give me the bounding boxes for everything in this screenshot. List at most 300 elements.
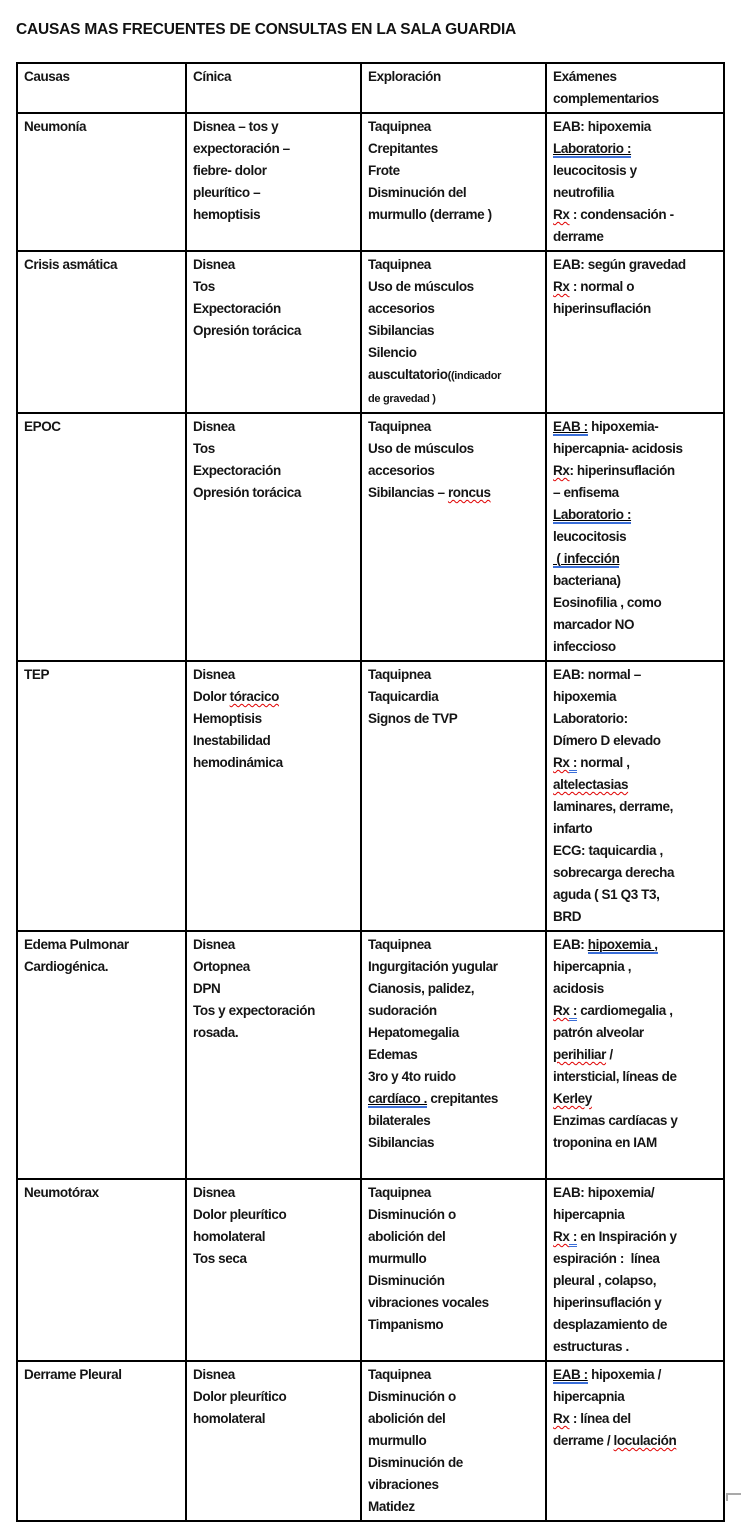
cell-exploracion — [361, 1361, 546, 1521]
text-line — [193, 708, 354, 730]
text-segment-sq-red: Rx — [553, 755, 570, 770]
cell-clinica — [186, 1361, 361, 1521]
text-line — [368, 708, 539, 730]
text-line — [24, 66, 179, 88]
text-segment: leucocitosis y — [553, 163, 637, 178]
text-segment: aguda ( S1 Q3 T3, — [553, 887, 660, 902]
text-line — [553, 818, 717, 840]
text-line — [193, 416, 354, 438]
cell-clinica — [186, 251, 361, 413]
text-line — [193, 320, 354, 342]
text-segment: vibraciones vocales — [368, 1295, 489, 1310]
text-segment: Disminución — [368, 1273, 445, 1288]
text-line — [368, 342, 539, 364]
text-segment: Disminución o — [368, 1207, 456, 1222]
text-segment: normal , — [576, 755, 630, 770]
header-row — [17, 63, 724, 113]
text-segment: / — [606, 1047, 613, 1062]
text-segment-sq-red: Kerley — [553, 1091, 592, 1106]
text-segment: accesorios — [368, 301, 435, 316]
text-segment: rosada. — [193, 1025, 239, 1040]
text-line — [368, 1314, 539, 1336]
text-line — [553, 1408, 717, 1430]
text-segment: vibraciones — [368, 1477, 439, 1492]
text-line — [553, 664, 717, 686]
text-line — [368, 1110, 539, 1132]
text-line — [193, 460, 354, 482]
text-segment: EAB: según gravedad — [553, 257, 686, 272]
text-segment: Taquipnea — [368, 1185, 431, 1200]
text-segment-blue2: : — [569, 1229, 576, 1247]
text-line — [553, 1336, 717, 1358]
text-segment: derrame — [553, 229, 604, 244]
text-segment: sobrecarga derecha — [553, 865, 675, 880]
text-line — [553, 1314, 717, 1336]
text-segment-sq-red: perihiliar — [553, 1047, 607, 1062]
text-segment: Disnea — [193, 937, 235, 952]
text-line — [193, 934, 354, 956]
text-line — [368, 1270, 539, 1292]
text-line — [368, 1022, 539, 1044]
text-line — [553, 66, 717, 88]
text-segment: derrame / — [553, 1433, 614, 1448]
header-cell-1 — [186, 63, 361, 113]
table-row — [17, 113, 724, 251]
text-segment: Dolor pleurítico — [193, 1207, 287, 1222]
text-line — [193, 1408, 354, 1430]
text-segment: murmullo (derrame ) — [368, 207, 492, 222]
text-line — [193, 1204, 354, 1226]
text-segment: EAB: hipoxemia — [553, 119, 651, 134]
table-row — [17, 1361, 724, 1521]
text-segment: 3ro y 4to ruido — [368, 1069, 456, 1084]
text-segment: BRD — [553, 909, 582, 924]
text-segment: pleural , colapso, — [553, 1273, 657, 1288]
text-segment: Taquipnea — [368, 257, 431, 272]
text-line — [553, 1204, 717, 1226]
text-line — [193, 438, 354, 460]
text-segment: Disnea — [193, 419, 235, 434]
cell-examenes — [546, 931, 724, 1179]
text-segment: infeccioso — [553, 639, 616, 654]
text-line — [193, 1000, 354, 1022]
text-line — [553, 708, 717, 730]
text-segment-sq-red: Rx — [553, 1411, 570, 1426]
cell-examenes — [546, 113, 724, 251]
text-segment-small: de gravedad ) — [368, 393, 436, 405]
text-line — [193, 1386, 354, 1408]
text-line — [553, 276, 717, 298]
text-line — [193, 204, 354, 226]
text-segment: Derrame Pleural — [24, 1367, 122, 1382]
text-line — [553, 570, 717, 592]
text-segment: Crepitantes — [368, 141, 438, 156]
text-line — [368, 1452, 539, 1474]
text-segment-small: ((indicador — [447, 370, 502, 382]
text-line — [368, 1292, 539, 1314]
text-segment: Tos seca — [193, 1251, 247, 1266]
text-line — [553, 138, 717, 160]
text-line — [553, 298, 717, 320]
text-line — [553, 226, 717, 248]
text-line — [368, 1066, 539, 1088]
text-segment: estructuras . — [553, 1339, 629, 1354]
text-line — [368, 1430, 539, 1452]
text-line — [553, 840, 717, 862]
text-segment: expectoración – — [193, 141, 290, 156]
text-line — [368, 1044, 539, 1066]
text-line — [193, 276, 354, 298]
text-line — [553, 1088, 717, 1110]
text-segment: Dímero D elevado — [553, 733, 661, 748]
text-line — [193, 664, 354, 686]
text-line — [193, 1364, 354, 1386]
text-segment: hiperinsuflación y — [553, 1295, 662, 1310]
text-segment: murmullo — [368, 1433, 427, 1448]
text-segment: Taquicardia — [368, 689, 439, 704]
text-segment: Tos y expectoración — [193, 1003, 315, 1018]
text-line — [368, 416, 539, 438]
text-line — [553, 116, 717, 138]
text-segment: Disminución de — [368, 1455, 463, 1470]
text-segment: Disnea — [193, 257, 235, 272]
text-segment: Ortopnea — [193, 959, 250, 974]
text-segment-u: cardíaco . — [368, 1091, 428, 1106]
text-line — [368, 460, 539, 482]
text-segment: homolateral — [193, 1229, 266, 1244]
text-segment: Cianosis, palidez, — [368, 981, 475, 996]
cell-clinica — [186, 931, 361, 1179]
text-segment: Cardiogénica. — [24, 959, 109, 974]
text-segment: neutrofilia — [553, 185, 614, 200]
text-line — [553, 730, 717, 752]
text-line — [553, 592, 717, 614]
text-segment: Tos — [193, 279, 215, 294]
text-line — [368, 934, 539, 956]
text-segment: homolateral — [193, 1411, 266, 1426]
text-line — [368, 438, 539, 460]
text-line — [193, 254, 354, 276]
text-line — [368, 298, 539, 320]
text-line — [368, 956, 539, 978]
text-segment: pleurítico – — [193, 185, 261, 200]
text-segment: Disnea — [193, 667, 235, 682]
text-line — [368, 1364, 539, 1386]
text-segment: Taquipnea — [368, 937, 431, 952]
text-segment: Sibilancias — [368, 1135, 435, 1150]
text-segment: hemodinámica — [193, 755, 283, 770]
text-segment: bilaterales — [368, 1113, 431, 1128]
text-segment: Enzimas cardíacas y — [553, 1113, 678, 1128]
text-segment-blue2: : — [569, 755, 576, 773]
text-segment: Uso de músculos — [368, 441, 474, 456]
text-segment: ECG: taquicardia , — [553, 843, 663, 858]
text-segment: infarto — [553, 821, 593, 836]
text-line — [193, 1182, 354, 1204]
text-segment: hemoptisis — [193, 207, 261, 222]
cell-examenes — [546, 1361, 724, 1521]
text-line — [553, 1292, 717, 1314]
cell-exploracion — [361, 1179, 546, 1361]
cell-causa — [17, 661, 186, 931]
text-segment-sq-red: Rx — [553, 1003, 570, 1018]
text-line — [24, 1182, 179, 1204]
text-line — [368, 1132, 539, 1154]
text-line — [553, 796, 717, 818]
text-segment: : línea del — [569, 1411, 631, 1426]
text-line — [193, 686, 354, 708]
text-line — [553, 88, 717, 110]
text-segment: Opresión torácica — [193, 323, 301, 338]
table-header — [17, 63, 724, 113]
cell-examenes — [546, 1179, 724, 1361]
text-segment: EAB: hipoxemia/ — [553, 1185, 655, 1200]
text-segment: Disminución del — [368, 185, 467, 200]
text-line — [553, 1270, 717, 1292]
cell-clinica — [186, 113, 361, 251]
text-line — [24, 1364, 179, 1386]
text-line — [368, 254, 539, 276]
text-segment: Cínica — [193, 69, 232, 84]
text-line — [553, 182, 717, 204]
text-line — [553, 526, 717, 548]
text-line — [193, 160, 354, 182]
text-line — [24, 116, 179, 138]
text-line — [553, 460, 717, 482]
cell-examenes — [546, 251, 724, 413]
table-body — [17, 113, 724, 1521]
text-line — [553, 862, 717, 884]
text-segment: hipercapnia — [553, 1389, 625, 1404]
text-segment-sq-red: roncus — [447, 485, 491, 500]
text-segment-sq-red: altelectasias — [553, 777, 629, 792]
text-line — [368, 1204, 539, 1226]
text-line — [553, 504, 717, 526]
cell-causa — [17, 1179, 186, 1361]
text-line — [368, 1408, 539, 1430]
text-line — [368, 160, 539, 182]
page-title: CAUSAS MAS FRECUENTES DE CONSULTAS EN LA SALA GUARDIA — [16, 21, 517, 38]
text-line — [368, 387, 539, 410]
text-line — [368, 204, 539, 226]
text-segment: : condensación - — [569, 207, 674, 222]
text-segment: hipoxemia- — [587, 419, 659, 434]
text-line — [368, 116, 539, 138]
text-line — [553, 884, 717, 906]
text-segment-sq-red: Rx — [553, 279, 570, 294]
text-segment: laminares, derrame, — [553, 799, 673, 814]
text-line — [193, 116, 354, 138]
text-segment: Dolor pleurítico — [193, 1389, 287, 1404]
text-segment: hipercapnia , — [553, 959, 632, 974]
text-line — [193, 1226, 354, 1248]
text-segment: leucocitosis — [553, 529, 627, 544]
text-segment: Ingurgitación yugular — [368, 959, 498, 974]
text-line — [193, 182, 354, 204]
text-segment-sq-red: tóracico — [229, 689, 279, 704]
text-segment: troponina en IAM — [553, 1135, 657, 1150]
text-line — [553, 1066, 717, 1088]
text-segment: Dolor — [193, 689, 230, 704]
text-segment: Edema Pulmonar — [24, 937, 129, 952]
text-line — [368, 138, 539, 160]
text-segment: abolición del — [368, 1229, 446, 1244]
text-segment: Eosinofilia , como — [553, 595, 662, 610]
text-line — [368, 664, 539, 686]
text-segment: Exploración — [368, 69, 441, 84]
text-line — [553, 254, 717, 276]
text-segment: espiración : línea — [553, 1251, 660, 1266]
text-segment: complementarios — [553, 91, 659, 106]
table-row — [17, 413, 724, 661]
text-line — [553, 906, 717, 928]
text-segment: Sibilancias — [368, 323, 435, 338]
text-line — [553, 1044, 717, 1066]
text-line — [368, 978, 539, 1000]
text-line — [553, 548, 717, 570]
cell-exploracion — [361, 661, 546, 931]
text-line — [193, 482, 354, 504]
text-segment: auscultatorio — [368, 367, 448, 382]
text-segment: hiperinsuflación — [553, 301, 651, 316]
text-segment: acidosis — [553, 981, 604, 996]
text-segment-u: EAB : — [553, 1367, 588, 1382]
cell-causa — [17, 931, 186, 1179]
text-line — [193, 752, 354, 774]
text-segment: Signos de TVP — [368, 711, 458, 726]
header-cell-3 — [546, 63, 724, 113]
text-line — [553, 1386, 717, 1408]
text-segment: Inestabilidad — [193, 733, 271, 748]
text-segment: Uso de músculos — [368, 279, 474, 294]
text-segment: Hepatomegalia — [368, 1025, 459, 1040]
text-line — [24, 664, 179, 686]
text-line — [553, 160, 717, 182]
table-row — [17, 251, 724, 413]
table-row — [17, 661, 724, 931]
text-segment: TEP — [24, 667, 50, 682]
text-segment: Taquipnea — [368, 1367, 431, 1382]
text-segment: hipoxemia / — [587, 1367, 661, 1382]
text-segment: patrón alveolar — [553, 1025, 644, 1040]
text-segment: abolición del — [368, 1411, 446, 1426]
text-line — [193, 730, 354, 752]
text-line — [368, 1248, 539, 1270]
text-segment-u: Laboratorio : — [553, 507, 632, 522]
text-segment: Exámenes — [553, 69, 617, 84]
text-line — [24, 934, 179, 956]
header-cell-2 — [361, 63, 546, 113]
text-line — [368, 320, 539, 342]
text-line — [368, 364, 539, 387]
consultas-table — [16, 62, 725, 1522]
text-line — [193, 1248, 354, 1270]
cell-examenes — [546, 413, 724, 661]
text-line — [193, 1022, 354, 1044]
text-line — [553, 774, 717, 796]
text-segment-u: Laboratorio : — [553, 141, 632, 156]
text-segment: crepitantes — [427, 1091, 499, 1106]
text-segment: fiebre- dolor — [193, 163, 267, 178]
cell-examenes — [546, 661, 724, 931]
text-line — [553, 1364, 717, 1386]
text-line — [553, 686, 717, 708]
text-line — [193, 956, 354, 978]
text-segment: Silencio — [368, 345, 417, 360]
cell-exploracion — [361, 113, 546, 251]
text-segment: Disminución o — [368, 1389, 456, 1404]
text-segment: Disnea — [193, 1185, 235, 1200]
text-segment: : normal o — [569, 279, 635, 294]
text-segment-u: ( infección — [553, 551, 620, 566]
cell-exploracion — [361, 413, 546, 661]
text-line — [368, 66, 539, 88]
text-line — [553, 1226, 717, 1248]
text-segment-sq-red: Rx — [553, 463, 570, 478]
table-resize-handle[interactable] — [726, 1493, 741, 1501]
text-segment: bacteriana) — [553, 573, 621, 588]
text-line — [553, 1000, 717, 1022]
text-line — [193, 66, 354, 88]
text-segment: en Inspiración y — [576, 1229, 677, 1244]
text-segment: Opresión torácica — [193, 485, 301, 500]
text-segment: Expectoración — [193, 301, 281, 316]
cell-exploracion — [361, 251, 546, 413]
text-line — [553, 752, 717, 774]
cell-causa — [17, 1361, 186, 1521]
text-segment: accesorios — [368, 463, 435, 478]
text-line — [193, 138, 354, 160]
text-line — [368, 1182, 539, 1204]
text-line — [553, 1248, 717, 1270]
text-line — [553, 636, 717, 658]
text-segment: Expectoración — [193, 463, 281, 478]
text-segment: – enfisema — [553, 485, 619, 500]
text-segment: Causas — [24, 69, 70, 84]
text-segment: Laboratorio: — [553, 711, 628, 726]
text-line — [368, 482, 539, 504]
cell-clinica — [186, 413, 361, 661]
text-line — [553, 482, 717, 504]
text-segment: EAB: normal – — [553, 667, 641, 682]
text-segment-blue2: : — [569, 1003, 576, 1021]
cell-causa — [17, 113, 186, 251]
text-segment: murmullo — [368, 1251, 427, 1266]
text-line — [368, 686, 539, 708]
text-segment: Disnea — [193, 1367, 235, 1382]
text-line — [368, 1226, 539, 1248]
text-line — [368, 182, 539, 204]
text-line — [193, 978, 354, 1000]
text-line — [368, 1386, 539, 1408]
text-segment: intersticial, líneas de — [553, 1069, 677, 1084]
text-segment: Tos — [193, 441, 215, 456]
text-segment: Crisis asmática — [24, 257, 118, 272]
text-segment: Taquipnea — [368, 667, 431, 682]
text-line — [553, 956, 717, 978]
text-line — [553, 438, 717, 460]
text-segment: Disnea – tos y — [193, 119, 279, 134]
text-segment: Neumonía — [24, 119, 87, 134]
text-segment: Frote — [368, 163, 400, 178]
text-segment: Taquipnea — [368, 119, 431, 134]
text-line — [368, 1496, 539, 1518]
text-segment: EPOC — [24, 419, 61, 434]
text-segment: marcador NO — [553, 617, 635, 632]
text-segment: sudoración — [368, 1003, 437, 1018]
text-segment: DPN — [193, 981, 221, 996]
cell-clinica — [186, 1179, 361, 1361]
